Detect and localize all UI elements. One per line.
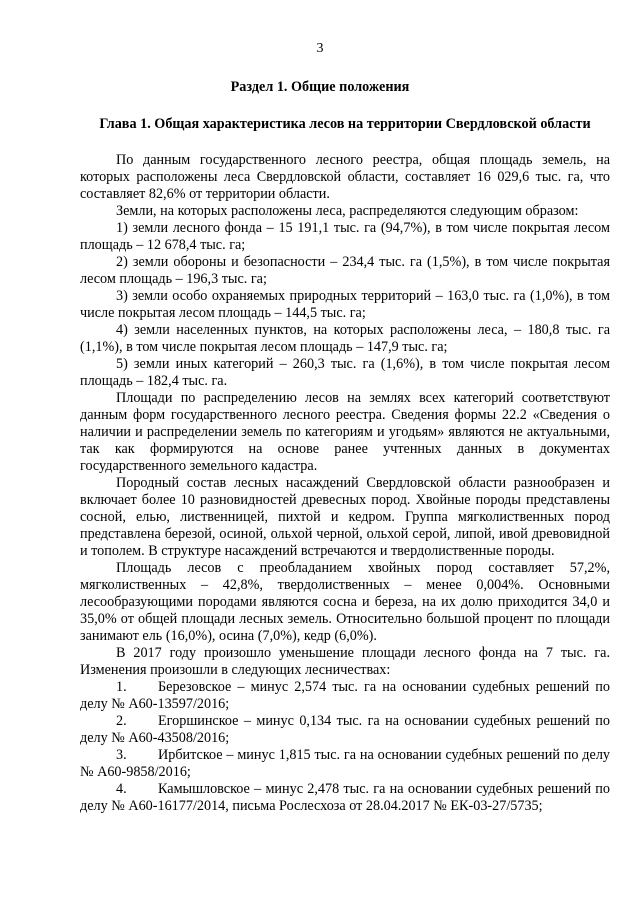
list-item-number: 3. xyxy=(116,747,127,763)
paragraph-total-area: По данным государственного лесного реестра, общая площадь земель, на которых расположены леса Свердловской области, составляет 16 029,6 тыс. га, что составляет 82,6% от территории области. xyxy=(80,152,610,202)
paragraph-species-shares: Площадь лесов с преобладанием хвойных пород составляет 57,2%, мягколиственных – 42,8%, твердолиственных – менее 0,004%. Основными лесообразующими породами являются сосна и береза, на их долю приходится 34,0 и 35,0% от общей площади лесных земель. Относительно большой процент по площади занимают ель (16,0%), осина (7,0%), кедр (6,0%). xyxy=(80,560,610,644)
paragraph-forest-fund: 1) земли лесного фонда – 15 191,1 тыс. га (94,7%), в том числе покрытая лесом площадь – 12 678,4 тыс. га; xyxy=(80,220,610,253)
list-item-text: Егоршинское – минус 0,134 тыс. га на основании судебных решений по делу № А60-43508/2016; xyxy=(80,713,610,746)
paragraph-species-composition: Породный состав лесных насаждений Свердловской области разнообразен и включает более 10 разновидностей древесных пород. Хвойные породы представлены сосной, елью, лиственницей, пихтой и кедром. Группа мягколиственных пород представлена березой, осиной, ольхой черной, ольхой серой, липой, ивой древовидной и тополем. В структуре насаждений встречаются и твердолиственные породы. xyxy=(80,475,610,559)
paragraph-other-categories: 5) земли иных категорий – 260,3 тыс. га (1,6%), в том числе покрытая лесом площадь – 182,4 тыс. га. xyxy=(80,356,610,389)
list-item xyxy=(80,713,610,747)
paragraph-settlements: 4) земли населенных пунктов, на которых расположены леса, – 180,8 тыс. га (1,1%), в том числе покрытая лесом площадь – 147,9 тыс. га; xyxy=(80,322,610,355)
paragraph-defense-lands: 2) земли обороны и безопасности – 234,4 тыс. га (1,5%), в том числе покрытая лесом площадь – 196,3 тыс. га; xyxy=(80,254,610,287)
list-item xyxy=(80,747,610,781)
document-body xyxy=(80,152,610,815)
list-item-number: 1. xyxy=(116,679,127,695)
list-item-text: Березовское – минус 2,574 тыс. га на основании судебных решений по делу № А60-13597/2016; xyxy=(80,679,610,712)
list-item xyxy=(80,679,610,713)
paragraph-registry-data: Площади по распределению лесов на землях всех категорий соответствуют данным форм государственного лесного реестра. Сведения формы 22.2 «Сведения о наличии и распределении земель по категориям и угодьям» являются не актуальными, так как формируются на основе ранее учтенных данных в документах государственного земельного кадастра. xyxy=(80,390,610,474)
list-item-text: Камышловское – минус 2,478 тыс. га на основании судебных решений по делу № А60-16177/2014, письма Рослесхоза от 28.04.2017 № ЕК-03-27/5735; xyxy=(80,781,610,814)
paragraph-2017-changes: В 2017 году произошло уменьшение площади лесного фонда на 7 тыс. га. Изменения произошли в следующих лесничествах: xyxy=(80,645,610,678)
paragraph-distribution-intro: Земли, на которых расположены леса, распределяются следующим образом: xyxy=(116,203,579,219)
list-item-number: 2. xyxy=(116,713,127,729)
section-title: Раздел 1. Общие положения xyxy=(230,79,410,95)
paragraph-protected-areas: 3) земли особо охраняемых природных территорий – 163,0 тыс. га (1,0%), в том числе покрытая лесом площадь – 144,5 тыс. га; xyxy=(80,288,610,321)
page-number: 3 xyxy=(316,41,324,56)
chapter-title: Глава 1. Общая характеристика лесов на территории Свердловской области xyxy=(99,116,591,132)
list-item-text: Ирбитское – минус 1,815 тыс. га на основании судебных решений по делу № А60-9858/2016; xyxy=(80,747,610,780)
list-item xyxy=(80,781,610,815)
list-item-number: 4. xyxy=(116,781,127,797)
